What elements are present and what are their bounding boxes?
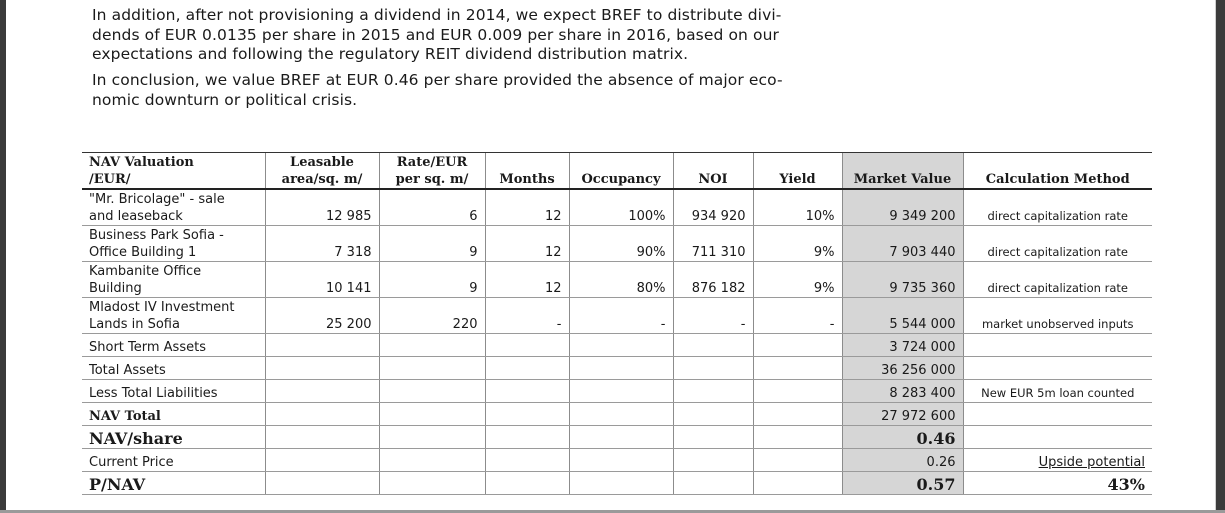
conclusion-line-2: nomic downturn or political crisis. [92, 90, 358, 109]
total-assets-value: 36 256 000 [842, 357, 963, 380]
yield-cell: 9% [753, 226, 842, 262]
conclusion-line-1: In conclusion, we value BREF at EUR 0.46 per share provided the absence of major eco- [92, 71, 783, 89]
method-cell: market unobserved inputs [963, 298, 1152, 334]
nav-share-value: 0.46 [842, 426, 963, 449]
less-liabilities-method: New EUR 5m loan counted [963, 380, 1152, 403]
upside-potential-label: Upside potential [963, 449, 1152, 472]
property-name: "Mr. Bricolage" - sale and leaseback [82, 189, 265, 226]
p-nav-row [82, 472, 1152, 495]
nav-total-label: NAV Total [82, 403, 265, 426]
header-yield: Yield [753, 153, 842, 190]
rate-cell: 9 [379, 262, 485, 298]
header-occupancy: Occupancy [569, 153, 673, 190]
dividend-line-3: expectations and following the regulatory REIT dividend distribution matrix. [92, 45, 689, 63]
header-nav-valuation: NAV Valuation /EUR/ [82, 153, 265, 190]
occupancy-cell: 90% [569, 226, 673, 262]
property-name: Mladost IV Investment Lands in Sofia [82, 298, 265, 334]
months-cell: 12 [485, 226, 569, 262]
market-value-cell: 5 544 000 [842, 298, 963, 334]
months-cell: 12 [485, 189, 569, 226]
market-value-cell: 7 903 440 [842, 226, 963, 262]
occupancy-cell: 100% [569, 189, 673, 226]
less-liabilities-value: 8 283 400 [842, 380, 963, 403]
total-assets-row [82, 357, 1152, 380]
method-cell: direct capitalization rate [963, 226, 1152, 262]
less-liabilities-row [82, 380, 1152, 403]
area-cell: 7 318 [265, 226, 379, 262]
noi-cell: 934 920 [673, 189, 753, 226]
current-price-row [82, 449, 1152, 472]
occupancy-cell: 80% [569, 262, 673, 298]
property-name: Kambanite Office Building [82, 262, 265, 298]
area-cell: 25 200 [265, 298, 379, 334]
method-cell: direct capitalization rate [963, 262, 1152, 298]
noi-cell: 711 310 [673, 226, 753, 262]
header-noi: NOI [673, 153, 753, 190]
property-name: Business Park Sofia - Office Building 1 [82, 226, 265, 262]
months-cell: 12 [485, 262, 569, 298]
dividend-line-2: dends of EUR 0.0135 per share in 2015 and EUR 0.009 per share in 2016, based on our [92, 25, 779, 44]
current-price-value: 0.26 [842, 449, 963, 472]
rate-cell: 220 [379, 298, 485, 334]
dividend-paragraph [92, 6, 852, 65]
header-market-value: Market Value [842, 153, 963, 190]
nav-share-row [82, 426, 1152, 449]
short-term-assets-value: 3 724 000 [842, 334, 963, 357]
table-header-row [82, 153, 1152, 190]
noi-cell: - [673, 298, 753, 334]
nav-total-value: 27 972 600 [842, 403, 963, 426]
area-cell: 12 985 [265, 189, 379, 226]
header-leasable-area: Leasable area/sq. m/ [265, 153, 379, 190]
table-row [82, 189, 1152, 226]
p-nav-value: 0.57 [842, 472, 963, 495]
noi-cell: 876 182 [673, 262, 753, 298]
market-value-cell: 9 735 360 [842, 262, 963, 298]
dividend-line-1: In addition, after not provisioning a dividend in 2014, we expect BREF to distribute divi- [92, 6, 782, 24]
conclusion-paragraph [92, 71, 852, 110]
p-nav-label: P/NAV [82, 472, 265, 495]
short-term-assets-label: Short Term Assets [82, 334, 265, 357]
current-price-label: Current Price [82, 449, 265, 472]
header-months: Months [485, 153, 569, 190]
table-row [82, 298, 1152, 334]
rate-cell: 9 [379, 226, 485, 262]
months-cell: - [485, 298, 569, 334]
occupancy-cell: - [569, 298, 673, 334]
less-liabilities-label: Less Total Liabilities [82, 380, 265, 403]
method-cell: direct capitalization rate [963, 189, 1152, 226]
yield-cell: 9% [753, 262, 842, 298]
rate-cell: 6 [379, 189, 485, 226]
short-term-assets-row [82, 334, 1152, 357]
window-frame-left [0, 0, 6, 513]
nav-valuation-table [82, 152, 1152, 495]
market-value-cell: 9 349 200 [842, 189, 963, 226]
yield-cell: 10% [753, 189, 842, 226]
area-cell: 10 141 [265, 262, 379, 298]
nav-share-label: NAV/share [82, 426, 265, 449]
upside-potential-value: 43% [963, 472, 1152, 495]
table-row [82, 262, 1152, 298]
table-row [82, 226, 1152, 262]
window-frame-right [1216, 0, 1225, 513]
total-assets-label: Total Assets [82, 357, 265, 380]
header-calculation-method: Calculation Method [963, 153, 1152, 190]
yield-cell: - [753, 298, 842, 334]
header-rate: Rate/EUR per sq. m/ [379, 153, 485, 190]
nav-total-row [82, 403, 1152, 426]
